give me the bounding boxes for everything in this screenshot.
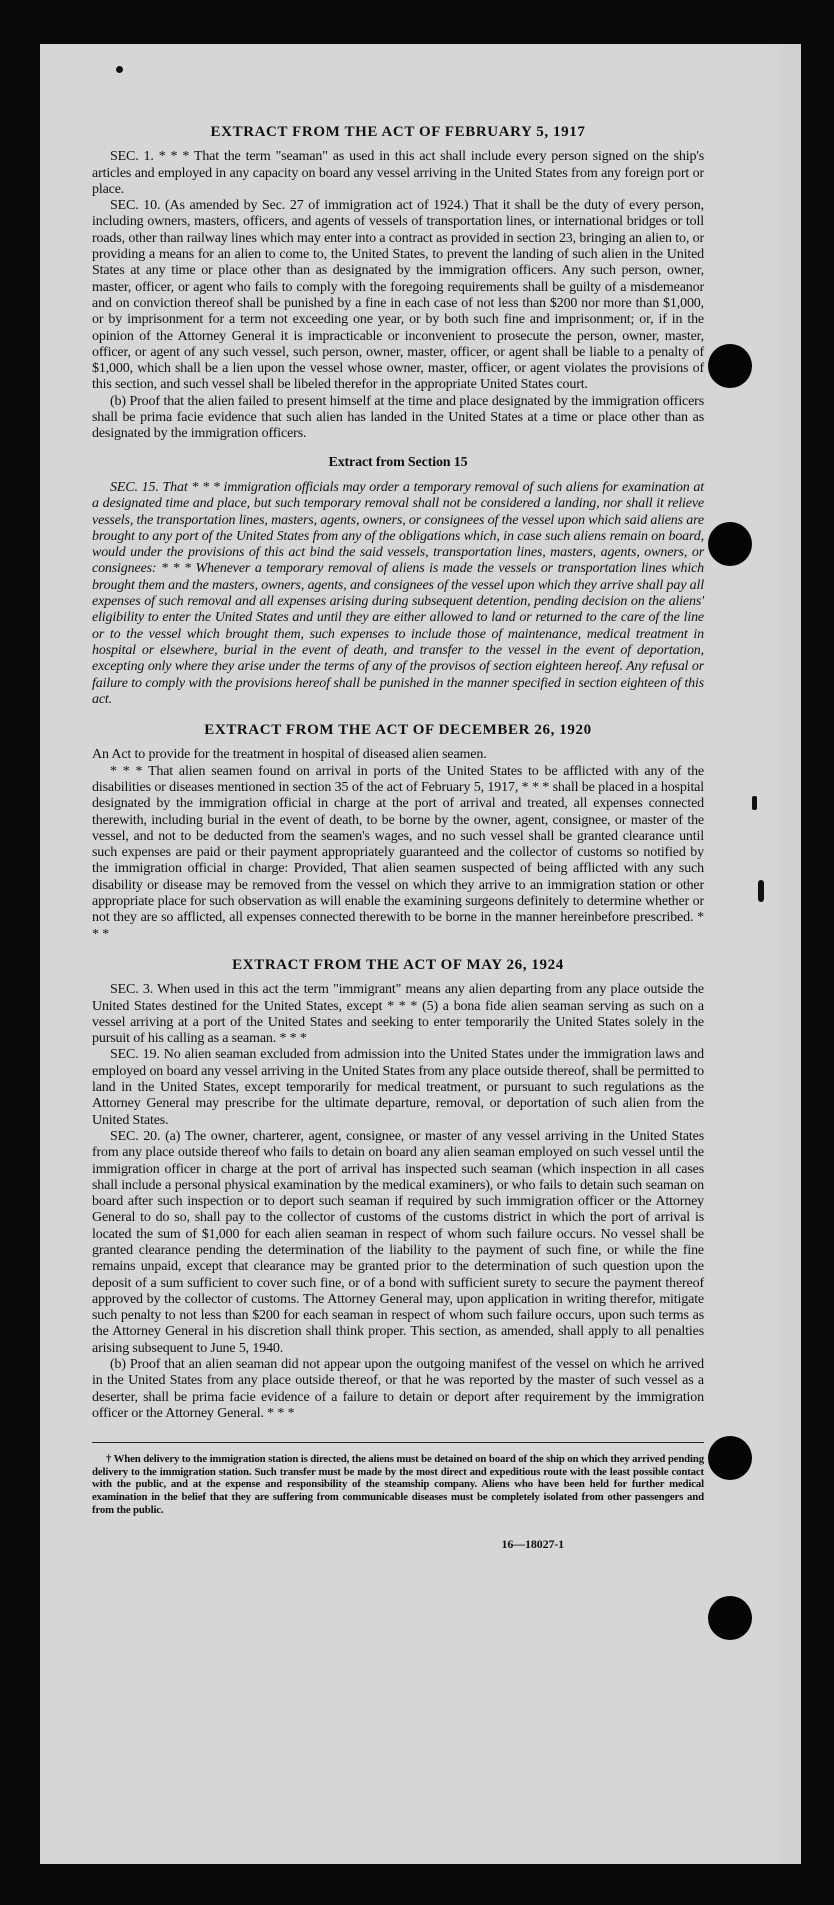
document-body	[92, 116, 704, 1553]
footnote-text: † When delivery to the immigration station is directed, the aliens must be detained on board of the ship on which they arrived pending delivery to the immigration station. Such transfer must be made by the most direct and expeditious route with the least possible contact with the public, and at the expense and responsibility of the steamship company. Aliens who have been held for further medical examination in the belief that they are suffering from communicable diseases must be completely isolated from other passengers and from the public.	[92, 1453, 704, 1516]
section-heading-1924: EXTRACT FROM THE ACT OF MAY 26, 1924	[232, 956, 564, 973]
form-number: 16—18027-1	[501, 1537, 564, 1552]
punch-hole	[708, 1596, 752, 1640]
page-edge	[765, 44, 801, 1864]
ink-dot	[116, 66, 123, 73]
paragraph-sec-10: SEC. 10. (As amended by Sec. 27 of immigration act of 1924.) That it shall be the duty of every person, including owners, masters, officers, and agents of vessels of transportation lines, or international bridges or toll roads, other than railway lines which may enter into a contract as provided in section 23, bringing an alien to, or providing a means for an alien to come to, the United States, to prevent the landing of such alien in the United States at any time or place other than as designated by the immigration officers. Any such person, owner, master, officer, or agent who fails to comply with the foregoing requirements shall be guilty of a misdemeanor and on conviction thereof shall be punished by a fine in each case of not less than $200 nor more than $1,000, or by imprisonment for a term not exceeding one year, or by both such fine and imprisonment; or, if in the opinion of the Attorney General it is impracticable or inconvenient to prosecute the person, owner, master, officer, or agent of any such vessel, such person, owner, master, officer, or agent shall be liable to a penalty of $1,000, which shall be a lien upon the vessel whose owner, master, officer, or agent violates the provisions of this section, and such vessel shall be libeled therefor in the appropriate United States court.	[92, 198, 704, 393]
paragraph-sec-20-a: SEC. 20. (a) The owner, charterer, agent, consignee, or master of any vessel arriving in the United States from any place outside thereof who fails to detain on board any alien seaman employed on such vessel until the immigration officer in charge at the port of arrival has inspected such seaman (which inspection in all cases shall include a personal physical examination by the medical examiners), or who fails to detain such seaman on board after such inspection or to deport such seaman if required by such immigration officer or the Attorney General to do so, shall pay to the collector of customs of the customs district in which the port of arrival is located the sum of $1,000 for each alien seaman in respect of whom such failure occurs. No vessel shall be granted clearance pending the determination of the liability to the payment of such fine, or while the fine remains unpaid, except that clearance may be granted prior to the determination of such question upon the deposit of a sum sufficient to cover such fine, or of a bond with sufficient surety to secure the payment thereof approved by the collector of customs. The Attorney General may, upon application in writing therefor, mitigate such penalty to not less than $200 for each seaman in respect of whom such failure occurs, upon such terms as the Attorney General in his discretion shall think proper. This section, as amended, shall apply to all penalties arising subsequent to June 5, 1940.	[92, 1128, 704, 1356]
paragraph-act-title-1920: An Act to provide for the treatment in hospital of diseased alien seamen.	[92, 747, 487, 763]
paragraph-sec-10-b: (b) Proof that the alien failed to present himself at the time and place designated by the immigration officers shall be prima facie evidence that such alien has landed in the United States at a time or place other than as designated by the immigration officers.	[92, 393, 704, 442]
paragraph-sec-3: SEC. 3. When used in this act the term "immigrant" means any alien departing from any place outside the United States destined for the United States, except * * * (5) a bona fide alien seaman serving as such on a vessel arriving at a port of the United States and seeking to enter temporarily the United States solely in the pursuit of his calling as a seaman. * * *	[92, 982, 704, 1047]
paragraph-sec-15: SEC. 15. That * * * immigration officials may order a temporary removal of such aliens for examination at a designated time and place, but such temporary removal shall not be considered a landing, nor shall it relieve vessels, the transportation lines, masters, agents, owners, or consignees of the vessel upon which said aliens are brought to any port of the United States from any of the obligations which, in case such aliens remain on board, would under the provisions of this act bind the said vessels, transportation lines, masters, agents, owners, or consignees: * * * Whenever a temporary removal of aliens is made the vessels or transportation lines which brought them and the masters, owners, agents, and consignees of the vessel upon which they arrive shall pay all expenses of such removal and all expenses arising during subsequent detention, pending decision on the aliens' eligibility to enter the United States and until they are either allowed to land or returned to the care of the line or to the vessel which brought them, such expenses to include those of maintenance, medical treatment in hospital or elsewhere, burial in the event of death, and transfer to the vessel in the event of deportation, excepting only where they arise under the terms of any of the provisos of section eighteen hereof. Any refusal or failure to comply with the provisions hereof shall be punished in the manner specified in section eighteen of this act.	[92, 479, 704, 707]
paragraph-sec-19: SEC. 19. No alien seaman excluded from admission into the United States under the immigration laws and employed on board any vessel arriving in the United States from any place outside thereof, shall be permitted to land in the United States, except temporarily for medical treatment, or pursuant to such regulations as the Attorney General may prescribe for the ultimate departure, removal, or deportation of such alien from the United States.	[92, 1047, 704, 1128]
section-heading-1920: EXTRACT FROM THE ACT OF DECEMBER 26, 1920	[204, 722, 592, 739]
document-page	[40, 44, 801, 1864]
footnote	[92, 1442, 704, 1516]
section-subheading-15: Extract from Section 15	[328, 454, 468, 470]
paragraph-1920-body: * * * That alien seamen found on arrival in ports of the United States to be afflicted with any of the disabilities or diseases mentioned in section 35 of the act of February 5, 1917, * * * shall be placed in a hospital designated by the immigration official in charge at the port of arrival and treated, all expenses connected therewith, including burial in the event of death, to be borne by the owner, agent, consignee, or master of the vessel, and not to be deducted from the seamen's wages, and no such vessel shall be granted clearance until such expenses are paid or their payment appropriately guaranteed and the collector of customs so notified by the immigration official in charge: Provided, That alien seamen suspected of being afflicted with any such disability or disease may be removed from the vessel on which they arrive to an immigration station or other appropriate place for such observation as will enable the examining surgeons definitely to determine whether or not they are so afflicted, all expenses connected therewith to be borne in the manner hereinbefore prescribed. * * *	[92, 763, 704, 942]
section-heading-1917: EXTRACT FROM THE ACT OF FEBRUARY 5, 1917	[210, 124, 586, 140]
ink-mark	[758, 880, 764, 902]
punch-hole	[708, 522, 752, 566]
paragraph-sec-20-b: (b) Proof that an alien seaman did not appear upon the outgoing manifest of the vessel on which he arrived in the United States from any place outside thereof, or that he was reported by the master of such vessel as a deserter, shall be prima facie evidence of a failure to detain or deport after requirement by the immigration officer or the Attorney General. * * *	[92, 1357, 704, 1421]
ink-mark	[752, 796, 757, 810]
paragraph-sec-1: SEC. 1. * * * That the term "seaman" as used in this act shall include every person signed on the ship's articles and employed in any capacity on board any vessel arriving in the United States from any foreign port or place.	[92, 149, 704, 197]
punch-hole	[708, 344, 752, 388]
punch-hole	[708, 1436, 752, 1480]
